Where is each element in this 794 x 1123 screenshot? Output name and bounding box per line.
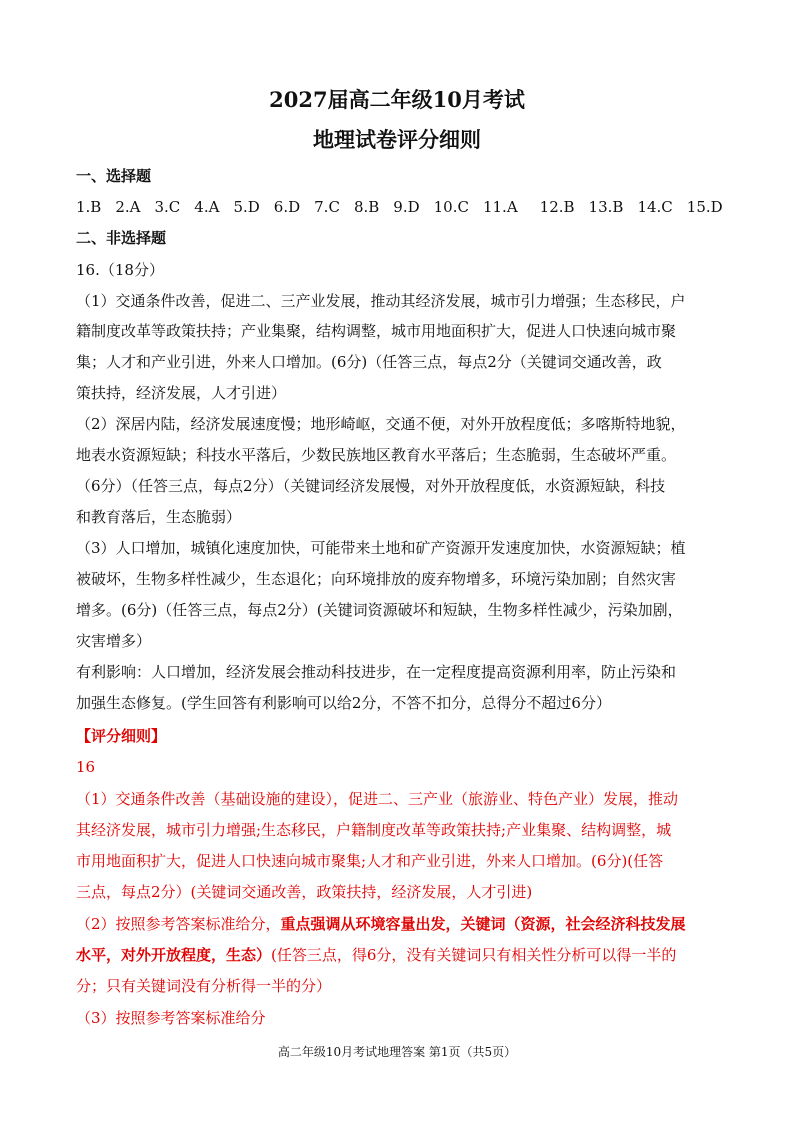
rubric-text: （2）按照参考答案标准给分， — [76, 915, 281, 933]
question-16-label: 16.（18分） — [76, 261, 164, 279]
rubric-emphasis: 水平，对外开放程度，生态） — [76, 946, 272, 964]
answer-item: 11.A — [482, 198, 518, 216]
answer-line: （2）深居内陆，经济发展速度慢；地形崎岖，交通不便，对外开放程度低；多喀斯特地貌， — [76, 415, 686, 433]
answer-item: 2.A — [115, 198, 141, 216]
rubric-emphasis: 重点强调从环境容量出发，关键词（资源，社会经济科技发展 — [280, 915, 686, 933]
rubric-line-2b — [76, 945, 720, 965]
rubric-heading: 【评分细则】 — [76, 727, 167, 745]
answer-item: 13.B — [588, 198, 624, 216]
rubric-line: 其经济发展，城市引力增强;生态移民，户籍制度改革等政策扶持;产业集聚、结构调整，城 — [76, 821, 672, 839]
rubric-question-number: 16 — [76, 758, 96, 776]
answer-item: 6.D — [273, 198, 301, 216]
answer-line: 增多。(6分)（任答三点，每点2分）(关键词资源破坏和短缺，生物多样性减少，污染加剧， — [76, 601, 683, 619]
rubric-line: 分；只有关键词没有分析得一半的分） — [76, 977, 332, 995]
answer-item: 10.C — [433, 198, 469, 216]
rubric-line: 三点，每点2分）(关键词交通改善，政策扶持，经济发展，人才引进) — [76, 883, 533, 901]
answer-item: 3.C — [154, 198, 181, 216]
rubric-text: (任答三点，得6分，没有关键词只有相关性分析可以得一半的 — [271, 946, 677, 964]
page-footer: 高二年级10月考试地理答案 第1页（共5页） — [277, 1045, 517, 1059]
answer-item: 5.D — [233, 198, 260, 216]
answer-item: 4.A — [194, 198, 220, 216]
answer-item: 15.D — [686, 198, 723, 216]
answer-item: 9.D — [393, 198, 420, 216]
document-title: 地理试卷评分细则 — [313, 127, 481, 152]
answer-line: （1）交通条件改善，促进二、三产业发展，推动其经济发展，城市引力增强；生态移民，户 — [76, 292, 686, 310]
answer-line: 集；人才和产业引进，外来人口增加。(6分)（任答三点，每点2分（关键词交通改善，政 — [76, 353, 662, 371]
answer-line: 和教育落后，生态脆弱） — [76, 508, 242, 526]
answer-line: 籍制度改革等政策扶持；产业集聚，结构调整，城市用地面积扩大，促进人口快速向城市聚 — [76, 322, 677, 340]
rubric-line: （1）交通条件改善（基础设施的建设），促进二、三产业（旅游业、特色产业）发展，推动 — [76, 790, 679, 808]
answer-item: 7.C — [314, 198, 340, 216]
answer-line: （3）人口增加，城镇化速度加快，可能带来土地和矿产资源开发速度加快，水资源短缺；植 — [76, 539, 686, 557]
answer-line: 加强生态修复。(学生回答有利影响可以给2分，不答不扣分，总得分不超过6分） — [76, 694, 611, 712]
answer-item: 1.B — [76, 198, 102, 216]
section-heading-choice: 一、选择题 — [76, 167, 152, 185]
rubric-line-2 — [76, 914, 720, 934]
answer-line: 被破坏，生物多样性减少，生态退化；向环境排放的废弃物增多，环境污染加剧；自然灾害 — [76, 570, 677, 588]
rubric-line: 市用地面积扩大，促进人口快速向城市聚集;人才和产业引进，外来人口增加。(6分)(任答 — [76, 852, 664, 870]
answer-item: 12.B — [539, 198, 575, 216]
choice-answers — [76, 197, 723, 217]
rubric-line: （3）按照参考答案标准给分 — [76, 1009, 266, 1027]
answer-line: （6分）（任答三点，每点2分）（关键词经济发展慢，对外开放程度低，水资源短缺，科技 — [76, 477, 666, 495]
exam-title: 2027届高二年级10月考试 — [269, 87, 525, 112]
answer-line: 策扶持，经济发展，人才引进） — [76, 384, 287, 402]
answer-line: 有利影响：人口增加，经济发展会推动科技进步，在一定程度提高资源利用率，防止污染和 — [76, 663, 677, 681]
answer-line: 灾害增多） — [76, 632, 152, 650]
answer-item: 14.C — [637, 198, 673, 216]
answer-item: 8.B — [353, 198, 380, 216]
section-heading-nonchoice: 二、非选择题 — [76, 229, 167, 247]
answer-line: 地表水资源短缺；科技水平落后，少数民族地区教育水平落后；生态脆弱，生态破坏严重。 — [76, 446, 677, 464]
